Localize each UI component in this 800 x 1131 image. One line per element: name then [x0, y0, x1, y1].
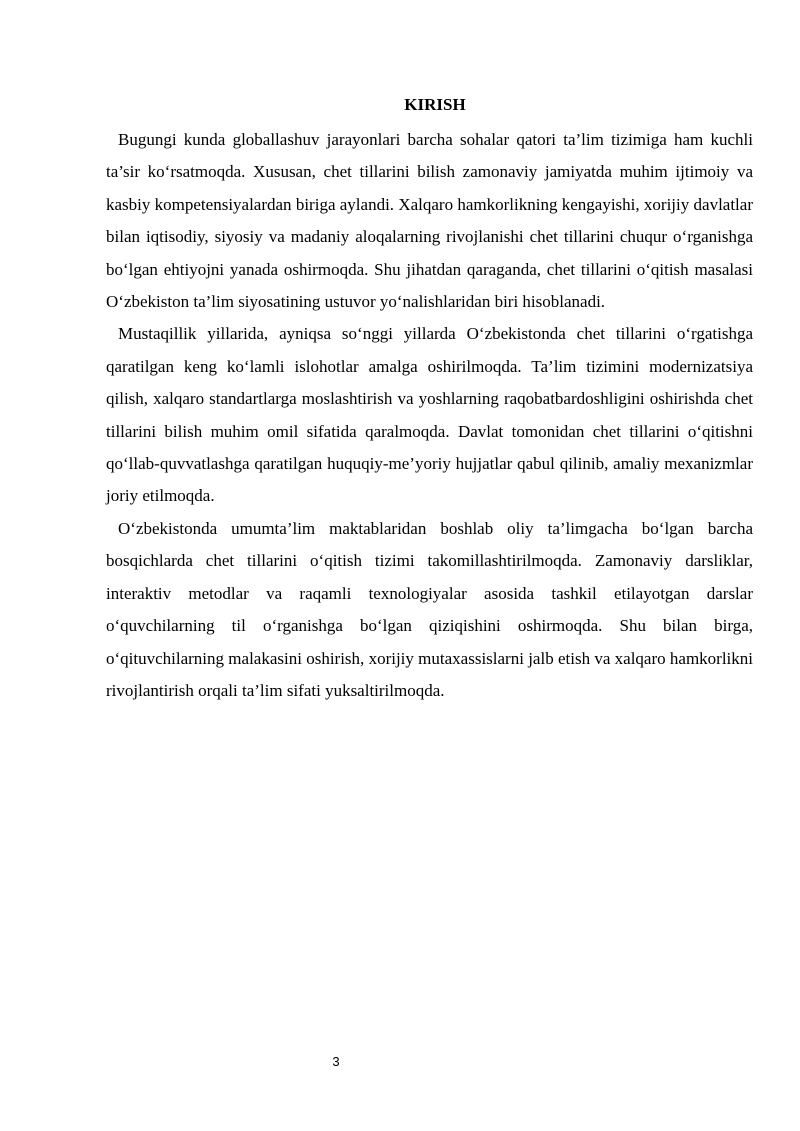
page-number: 3 — [332, 1054, 340, 1069]
section-title: KIRISH — [404, 95, 466, 114]
paragraph: O‘zbekistonda umumta’lim maktablaridan boshlab oliy ta’limgacha bo‘lgan barcha bosqichlarda chet tillarini o‘qitish tizimi takomillashtirilmoqda. Zamonaviy darsliklar, interaktiv metodlar va raqamli texnologiyalar asosida tashkil etilayotgan darslar o‘quvchilarning til o‘rganishga bo‘lgan qiziqishini oshirmoqda. Shu bilan birga, o‘qituvchilarning malakasini oshirish, xorijiy mutaxassislarni jalb etish va xalqaro hamkorlikni rivojlantirish orqali ta’lim sifati yuksaltirilmoqda. — [106, 518, 753, 700]
body-text — [106, 124, 753, 707]
paragraph: Bugungi kunda globallashuv jarayonlari barcha sohalar qatori ta’lim tizimiga ham kuchli ta’sir ko‘rsatmoqda. Xususan, chet tillarini bilish zamonaviy jamiyatda muhim ijtimoiy va kasbiy kompetensiyalardan biriga aylandi. Xalqaro hamkorlikning kengayishi, xorijiy davlatlar bilan iqtisodiy, siyosiy va madaniy aloqalarning rivojlanishi chet tillarini chuqur o‘rganishga bo‘lgan ehtiyojni yanada oshirmoqda. Shu jihatdan qaraganda, chet tillarini o‘qitish masalasi O‘zbekiston ta’lim siyosatining ustuvor yo‘nalishlaridan biri hisoblanadi. — [106, 130, 753, 312]
paragraph: Mustaqillik yillarida, ayniqsa so‘nggi yillarda O‘zbekistonda chet tillarini o‘rgatishga qaratilgan keng ko‘lamli islohotlar amalga oshirilmoqda. Ta’lim tizimini modernizatsiya qilish, xalqaro standartlarga moslashtirish va yoshlarning raqobatbardoshligini oshirishda chet tillarini bilish muhim omil sifatida qaralmoqda. Davlat tomonidan chet tillarini o‘qitishni qo‘llab-quvvatlashga qaratilgan huquqiy-me’yoriy hujjatlar qabul qilinib, amaliy mexanizmlar joriy etilmoqda. — [106, 324, 753, 506]
